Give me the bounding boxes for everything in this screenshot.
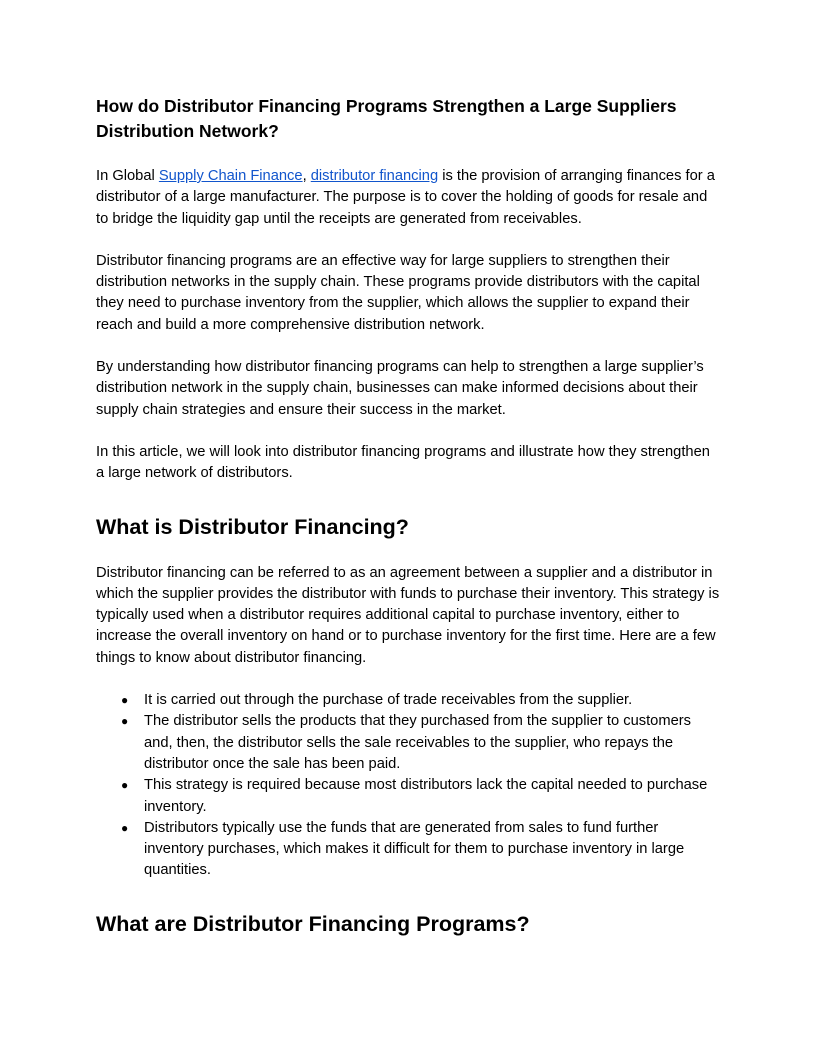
section-heading-programs: What are Distributor Financing Programs? [96,911,530,936]
supply-chain-finance-link[interactable]: Supply Chain Finance [158,168,303,184]
paragraph-programs-overview: Distributor financing programs are an effective way for large suppliers to strengthen their distribution networks in the supply chain. These programs provide distributors with the capital they need to purchase inventory from the supplier, which allows the supplier to expand their reach and build a more comprehensive distribution network. [96,252,700,333]
list-item [121,818,720,882]
bullet-icon: ● [121,778,129,793]
distributor-financing-link[interactable]: distributor financing [310,168,439,184]
list-item-text: The distributor sells the products that they purchased from the supplier to customers and, then, the distributor sells the sale receivables to the supplier, who repays the distributor once the sale has been paid. [144,713,691,772]
intro-suffix: is the provision of arranging finances for a distributor of a large manufacturer. The purpose is to cover the holding of goods for resale and to bridge the liquidity gap until the receipts are generated from receivables. [96,168,715,227]
bullet-icon: ● [121,693,129,708]
list-item [121,775,720,818]
document-page [96,94,720,960]
bullet-list [96,690,720,882]
intro-prefix: In Global [96,168,159,184]
list-item [121,690,720,711]
section-heading-what-is: What is Distributor Financing? [96,514,409,539]
list-item-text: It is carried out through the purchase of trade receivables from the supplier. [144,692,633,709]
bullet-icon: ● [121,820,129,835]
paragraph-article-intro: In this article, we will look into distributor financing programs and illustrate how they strengthen a large network of distributors. [96,443,710,482]
paragraph-understanding: By understanding how distributor financing programs can help to strengthen a large supplier’s distribution network in the supply chain, businesses can make informed decisions about their supply chain strategies and ensure their success in the market. [96,359,704,418]
list-item-text: Distributors typically use the funds that are generated from sales to fund further inventory purchases, which makes it difficult for them to purchase inventory in large quantities. [144,819,685,879]
list-item [121,711,720,775]
document-title: How do Distributor Financing Programs Strengthen a Large Suppliers Distribution Network? [96,96,677,141]
paragraph-what-is-body: Distributor financing can be referred to as an agreement between a supplier and a distributor in which the supplier provides the distributor with funds to purchase their inventory. This strategy is typically used when a distributor requires additional capital to purchase inventory, either to increase the overall inventory on hand or to purchase inventory for the first time. Here are a few things to know about distributor financing. [96,564,720,666]
intro-separator: , [302,168,311,184]
list-item-text: This strategy is required because most distributors lack the capital needed to purchase inventory. [144,777,708,815]
bullet-icon: ● [121,714,129,729]
intro-paragraph [96,166,720,230]
